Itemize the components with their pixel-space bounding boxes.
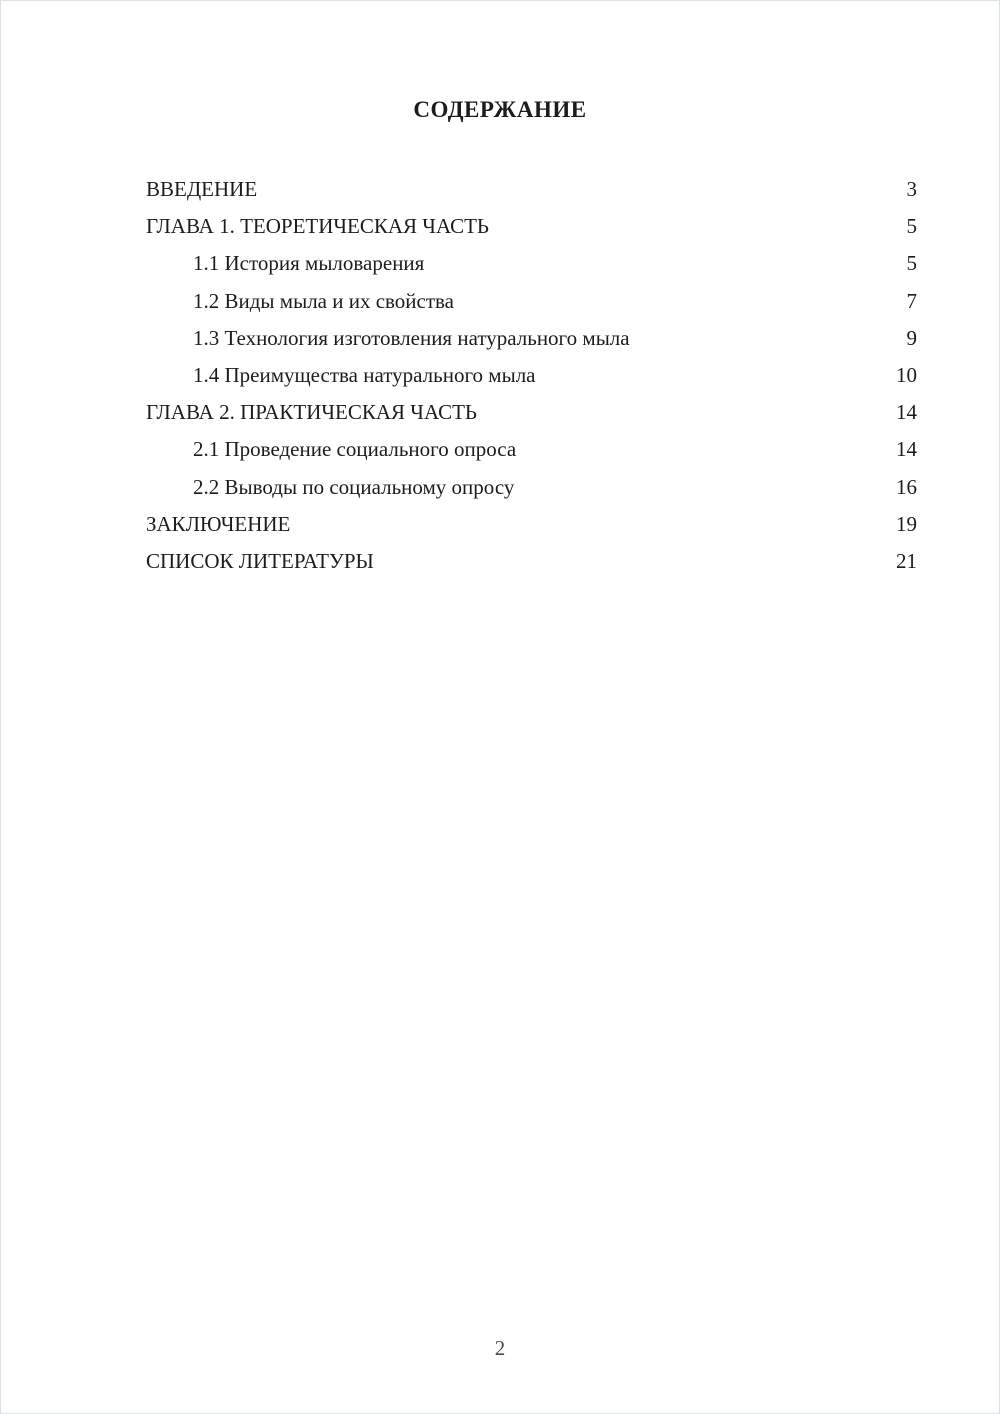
table-of-contents bbox=[146, 171, 917, 580]
toc-entry bbox=[146, 208, 917, 245]
toc-entry-page-number: 16 bbox=[896, 474, 917, 499]
toc-entry bbox=[146, 431, 917, 468]
toc-entry-page-number: 10 bbox=[896, 363, 917, 388]
page-number: 2 bbox=[494, 1336, 506, 1360]
toc-entry bbox=[146, 320, 917, 357]
toc-entry-page-number: 7 bbox=[906, 288, 917, 313]
toc-entry bbox=[146, 506, 917, 543]
toc-entry-label: 2.2 Выводы по социальному опросу bbox=[193, 474, 515, 499]
toc-entry-label: ВВЕДЕНИЕ bbox=[146, 177, 258, 201]
toc-entry-label: 1.4 Преимущества натурального мыла bbox=[193, 363, 536, 388]
toc-entry-label: 1.3 Технология изготовления натурального мыла bbox=[193, 325, 630, 350]
toc-entry-page-number: 14 bbox=[896, 437, 917, 462]
toc-entry-label: ГЛАВА 1. ТЕОРЕТИЧЕСКАЯ ЧАСТЬ bbox=[146, 214, 489, 239]
toc-entry-label: ЗАКЛЮЧЕНИЕ bbox=[146, 511, 291, 536]
toc-entry bbox=[146, 245, 917, 282]
toc-entry-page-number: 14 bbox=[896, 400, 917, 425]
toc-entry-page-number: 21 bbox=[896, 549, 917, 574]
toc-entry bbox=[146, 469, 917, 506]
toc-entry-page-number: 5 bbox=[906, 214, 917, 239]
toc-entry-page-number: 5 bbox=[906, 251, 917, 276]
toc-entry bbox=[146, 543, 917, 580]
toc-entry-label: 2.1 Проведение социального опроса bbox=[193, 437, 517, 462]
toc-entry bbox=[146, 394, 917, 431]
toc-entry-label: 1.2 Виды мыла и их свойства bbox=[193, 288, 455, 313]
toc-entry-label: ГЛАВА 2. ПРАКТИЧЕСКАЯ ЧАСТЬ bbox=[146, 400, 477, 425]
toc-entry-page-number: 3 bbox=[906, 177, 917, 201]
toc-entry bbox=[146, 283, 917, 320]
toc-entry-page-number: 9 bbox=[906, 325, 917, 350]
toc-entry-label: 1.1 История мыловарения bbox=[193, 251, 425, 276]
toc-entry bbox=[146, 171, 917, 208]
page-title: СОДЕРЖАНИЕ bbox=[413, 97, 587, 122]
toc-entry bbox=[146, 357, 917, 394]
toc-entry-label: СПИСОК ЛИТЕРАТУРЫ bbox=[146, 549, 374, 574]
toc-entry-page-number: 19 bbox=[896, 511, 917, 536]
